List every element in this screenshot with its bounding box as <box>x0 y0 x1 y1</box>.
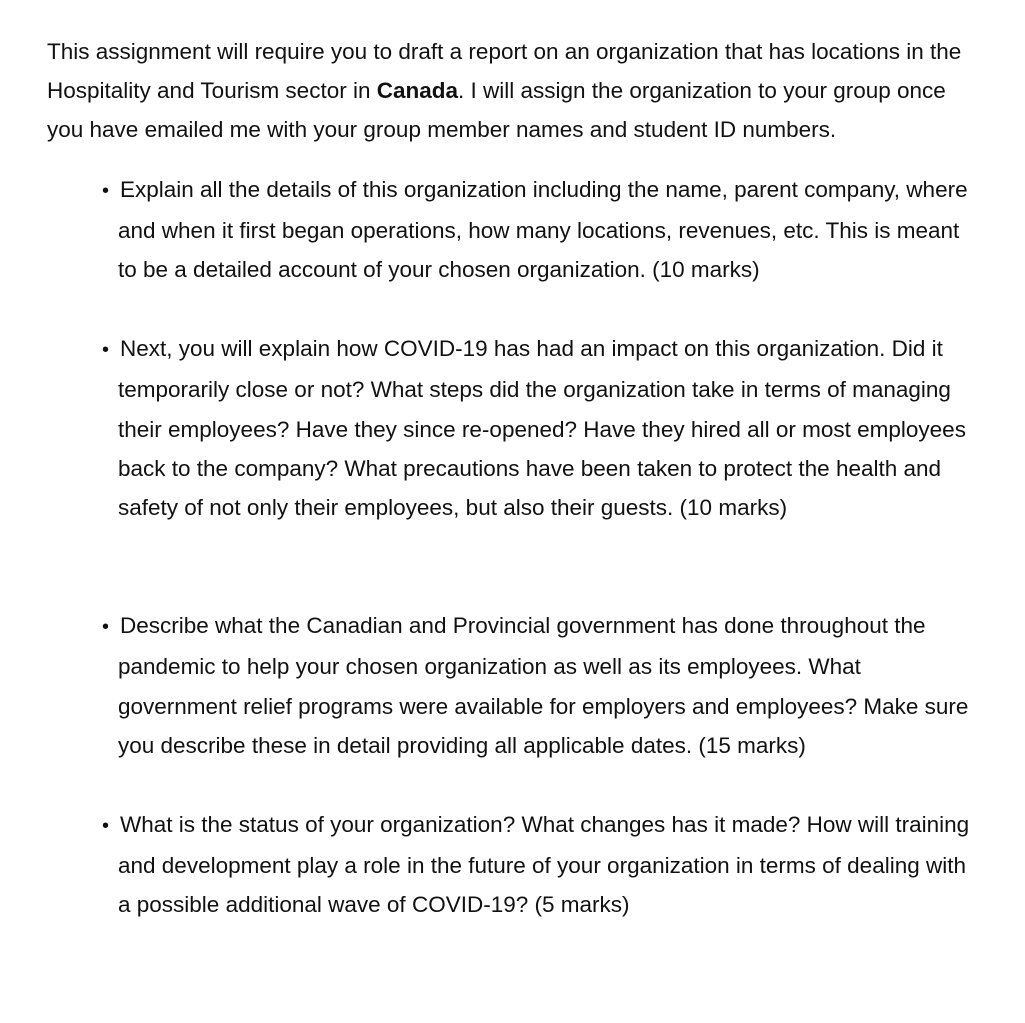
bullet-icon: • <box>102 339 110 362</box>
list-item-text: Next, you will explain how COVID-19 has had an impact on this organization. Did it temporarily close or not? What steps did the organization take in terms of managing their employees? Have they since re-opened? Have they hired all or most employees back to the company? What precautions have been taken to protect the health and safety of not only their employees, but also their guests. (10 marks) <box>118 336 966 521</box>
intro-text-after: . I will assign the organization to your group once you have emailed me with your group member names and student ID numbers. <box>47 78 946 143</box>
intro-bold-country: Canada <box>376 78 459 104</box>
list-item <box>47 170 977 290</box>
bullet-icon: • <box>102 815 110 838</box>
list-item-text: What is the status of your organization? What changes has it made? How will training and development play a role in the future of your organization in terms of dealing with a possible additional wave of COVID-19? (5 marks) <box>118 812 970 918</box>
list-item-text: Describe what the Canadian and Provincial government has done throughout the pandemic to help your chosen organization as well as its employees. What government relief programs were available for employers and employees? Make sure you describe these in detail providing all applicable dates. (15 marks) <box>118 613 969 758</box>
intro-paragraph <box>47 32 977 150</box>
list-item <box>47 606 977 765</box>
list-item-text: Explain all the details of this organization including the name, parent company, where and when it first began operations, how many locations, revenues, etc. This is meant to be a detailed account of your chosen organization. (10 marks) <box>118 176 968 283</box>
document-body <box>47 32 977 925</box>
list-item <box>47 329 977 527</box>
list-item <box>47 805 977 925</box>
bullet-icon: • <box>102 179 110 202</box>
assignment-task-list <box>47 170 977 925</box>
bullet-icon: • <box>102 616 110 639</box>
intro-text-before: This assignment will require you to draft a report on an organization that has locations in the Hospitality and Tourism sector in <box>47 39 962 104</box>
